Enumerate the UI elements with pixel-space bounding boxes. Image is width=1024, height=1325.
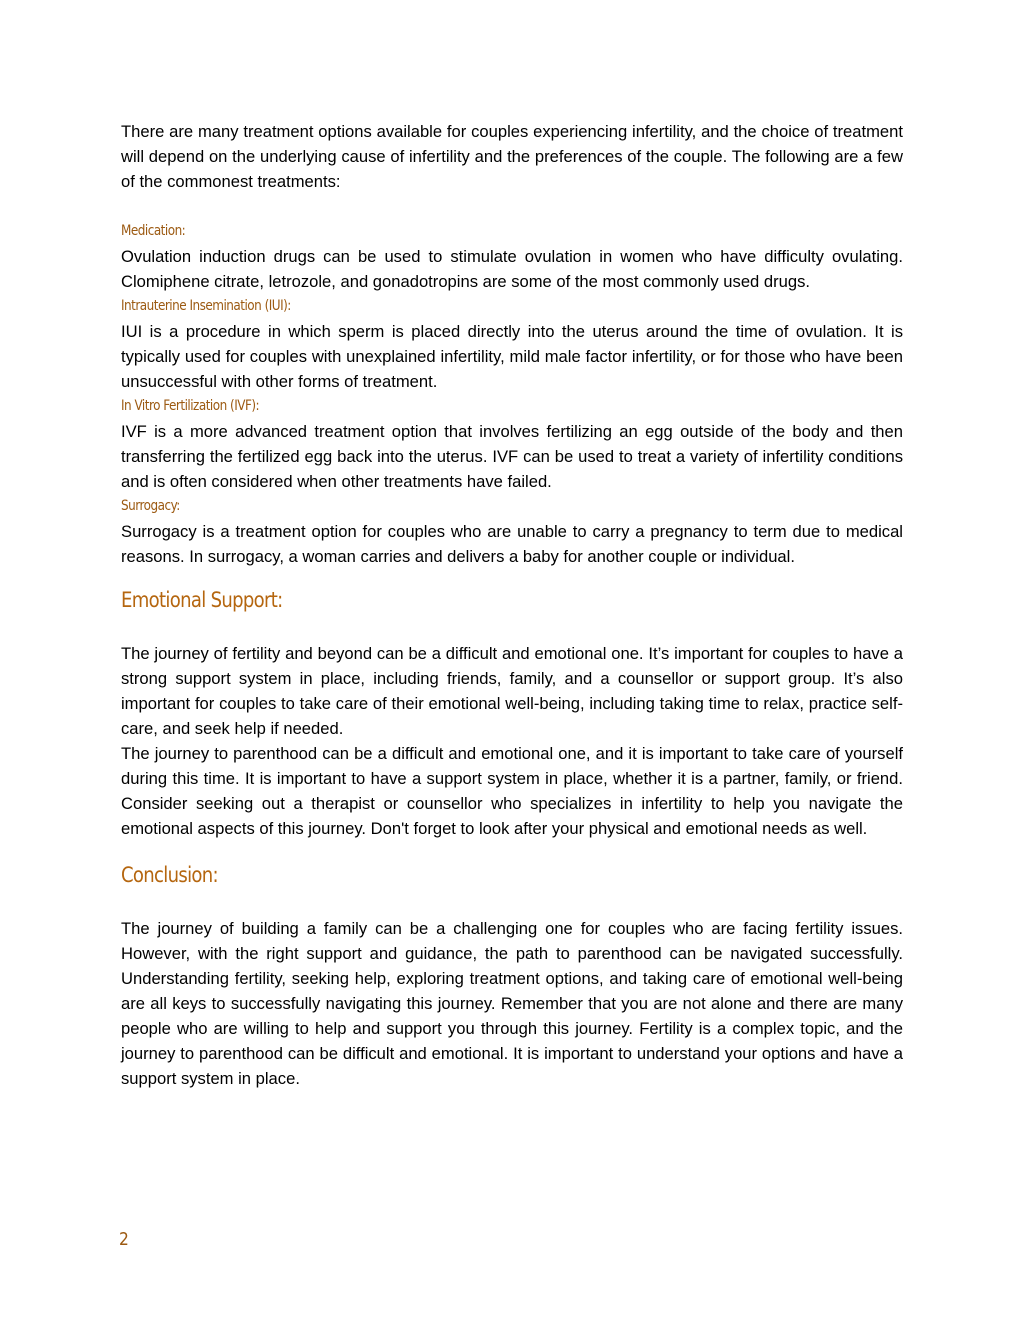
spacer [121, 194, 903, 219]
spacer [121, 615, 903, 641]
conclusion-paragraph: The journey of building a family can be a challenging one for couples who are facing fertility issues. However, with the right support and guidance, the path to parenthood can be navigated successfully. Understanding fertility, seeking help, exploring treatment options, and taking care of emotional well-being are all keys to successfully navigating this journey. Remember that you are not alone and there are many people who are willing to help and support you through this journey. Fertility is a complex topic, and the journey to parenthood can be difficult and emotional. It is important to understand your options and have a support system in place. [121, 919, 903, 1088]
treatment-heading-surrogacy: Surrogacy: [121, 498, 180, 514]
section-heading-conclusion: Conclusion: [121, 863, 218, 887]
treatment-text-surrogacy: Surrogacy is a treatment option for couples who are unable to carry a pregnancy to term due to medical reasons. In surrogacy, a woman carries and delivers a baby for another couple or individual. [121, 522, 903, 566]
treatment-heading-medication: Medication: [121, 223, 186, 239]
treatment-text-iui: IUI is a procedure in which sperm is placed directly into the uterus around the time of ovulation. It is typically used for couples with unexplained infertility, mild male factor infertility, or for those who have been unsuccessful with other forms of treatment. [121, 322, 903, 391]
treatment-heading-iui: Intrauterine Insemination (IUI): [121, 298, 291, 314]
document-page [121, 119, 903, 1091]
emotional-support-paragraph-2: The journey to parenthood can be a difficult and emotional one, and it is important to take care of yourself during this time. It is important to have a support system in place, whether it is a partner, family, or friend. Consider seeking out a therapist or counsellor who specializes in infertility to help you navigate the emotional aspects of this journey. Don't forget to look after your physical and emotional needs as well. [121, 744, 903, 838]
spacer [121, 569, 903, 585]
treatment-text-ivf: IVF is a more advanced treatment option that involves fertilizing an egg outside of the body and then transferring the fertilized egg back into the uterus. IVF can be used to treat a variety of infertility conditions and is often considered when other treatments have failed. [121, 422, 903, 491]
spacer [121, 841, 903, 860]
treatment-heading-ivf: In Vitro Fertilization (IVF): [121, 398, 260, 414]
page-number: 2 [119, 1229, 129, 1250]
emotional-support-paragraph-1: The journey of fertility and beyond can be a difficult and emotional one. It’s important for couples to have a strong support system in place, including friends, family, and a counsellor or support group. It’s also important for couples to take care of their emotional well-being, including taking time to relax, practice self-care, and seek help if needed. [121, 644, 903, 738]
section-heading-emotional-support: Emotional Support: [121, 588, 283, 612]
treatment-text-medication: Ovulation induction drugs can be used to stimulate ovulation in women who have difficulty ovulating. Clomiphene citrate, letrozole, and gonadotropins are some of the most commonly used drugs. [121, 247, 903, 291]
spacer [121, 890, 903, 916]
intro-paragraph: There are many treatment options available for couples experiencing infertility, and the choice of treatment will depend on the underlying cause of infertility and the preferences of the couple. The following are a few of the commonest treatments: [121, 122, 903, 191]
